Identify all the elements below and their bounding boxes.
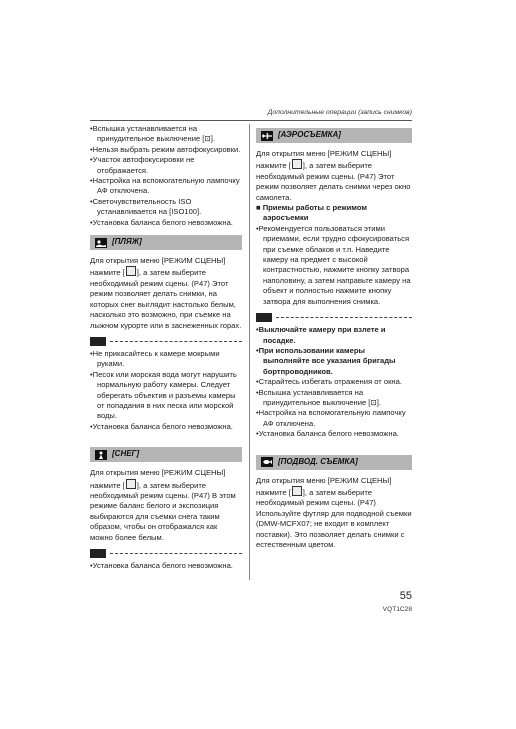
list-item: •При использовании камеры выполняйте все указания бригады бортпроводников. bbox=[256, 345, 396, 376]
note-marker bbox=[90, 337, 242, 346]
dashed-divider bbox=[110, 553, 242, 554]
list-item: •Вспышка устанавливается на принудительное выключение [⊡]. bbox=[90, 124, 215, 144]
beach-notes bbox=[90, 349, 242, 432]
column-divider bbox=[249, 124, 250, 580]
note-marker bbox=[90, 549, 242, 558]
menu-button-icon bbox=[292, 486, 302, 496]
list-item: •Выключайте камеру при взлете и посадке. bbox=[256, 325, 386, 345]
page-number: 55 bbox=[399, 590, 412, 602]
section-title: [ПОДВОД. СЪЕМКА] bbox=[278, 456, 358, 466]
note-icon bbox=[256, 313, 272, 322]
section-title: [СНЕГ] bbox=[112, 449, 140, 459]
snow-description: Для открытия меню [РЕЖИМ СЦЕНЫ] нажмите [ ], а затем выберите необходимый режим сцены. (P47) В этом режиме баланс белого и экспозиция выбираются для съемки снега таким образом, чтобы он отображался как можно более белым. bbox=[90, 468, 236, 542]
technique-block bbox=[256, 203, 412, 307]
list-item: •Вспышка устанавливается на принудительное выключение [⊡]. bbox=[256, 387, 381, 407]
aerial-description: Для открытия меню [РЕЖИМ СЦЕНЫ] нажмите [ ], а затем выберите необходимый режим сцены. (P47) Этот режим позволяет делать снимки через окно самолета. bbox=[256, 149, 411, 202]
note-icon bbox=[90, 337, 106, 346]
fish-icon bbox=[261, 457, 273, 467]
list-item: •Рекомендуется пользоваться этими приемами, если трудно сфокусироваться при съемке облаков и т.п. Наведите камеру на предмет с высокой контрастностью, нажмите кнопку затвора наполовину, а затем направьте камеру на объект и полностью нажмите кнопку затвора для выполнения снимка. bbox=[256, 223, 411, 306]
list-item: •Установка баланса белого невозможна. bbox=[256, 429, 399, 439]
intro-bullet-list bbox=[90, 124, 242, 228]
menu-button-icon bbox=[126, 479, 136, 489]
list-item: •Установка баланса белого невозможна. bbox=[90, 421, 233, 431]
airplane-icon bbox=[261, 131, 273, 141]
list-item: •Участок автофокусировки не отображается. bbox=[90, 155, 195, 175]
list-item: •Установка баланса белого невозможна. bbox=[90, 217, 233, 227]
document-code: VQT1C28 bbox=[382, 606, 412, 613]
beach-icon bbox=[95, 238, 107, 248]
snow-icon bbox=[95, 450, 107, 460]
dashed-divider bbox=[276, 317, 412, 318]
left-column bbox=[90, 124, 242, 571]
list-item: •Старайтесь избегать отражения от окна. bbox=[256, 377, 402, 387]
list-item: •Песок или морская вода могут нарушить нормальную работу камеры. Следует оберегать объектив и разъемы камеры от попадания в них песка или морской воды. bbox=[90, 369, 237, 421]
section-header-beach bbox=[90, 235, 242, 250]
section-header-underwater bbox=[256, 455, 412, 470]
section-title: [АЭРОСЪЕМКА] bbox=[278, 130, 341, 140]
menu-button-icon bbox=[126, 266, 136, 276]
right-column bbox=[256, 124, 412, 550]
section-header-aerial bbox=[256, 128, 412, 143]
list-item: •Светочувствительность ISO устанавливается на [ISO100]. bbox=[90, 196, 202, 217]
underwater-description: Для открытия меню [РЕЖИМ СЦЕНЫ] нажмите [ ], а затем выберите необходимый режим сцены. (P47) Используйте футляр для подводной съемки (DMW-MCFX07; не входит в комплект поставки). Это позволяет делать снимки с естественным цветом. bbox=[256, 475, 412, 549]
subheading: ■ Приемы работы с режимом аэросъемки bbox=[256, 203, 367, 223]
section-title: [ПЛЯЖ] bbox=[112, 237, 142, 247]
list-item: •Не прикасайтесь к камере мокрыми руками. bbox=[90, 348, 220, 369]
aerial-notes bbox=[256, 325, 412, 439]
beach-description: Для открытия меню [РЕЖИМ СЦЕНЫ] нажмите [ ], а затем выберите необходимый режим сцены. (P47) Этот режим позволяет делать снимки, на которых снег выглядит настолько белым, насколько это возможно, при съемке на лыжном курорте или в заснеженных горах. bbox=[90, 256, 242, 330]
menu-button-icon bbox=[292, 159, 302, 169]
header-rule bbox=[90, 120, 412, 121]
list-item: •Настройка на вспомогательную лампочку АФ отключена. bbox=[90, 176, 240, 196]
section-header-snow bbox=[90, 447, 242, 462]
dashed-divider bbox=[110, 341, 242, 342]
running-header: Дополнительные операции (запись снимков) bbox=[267, 109, 412, 116]
note-marker bbox=[256, 313, 412, 322]
list-item: •Установка баланса белого невозможна. bbox=[90, 561, 233, 570]
list-item: •Нельзя выбрать режим автофокусировки. bbox=[90, 144, 241, 154]
note-icon bbox=[90, 549, 106, 558]
snow-notes bbox=[90, 561, 242, 571]
list-item: •Настройка на вспомогательную лампочку АФ отключена. bbox=[256, 408, 406, 428]
